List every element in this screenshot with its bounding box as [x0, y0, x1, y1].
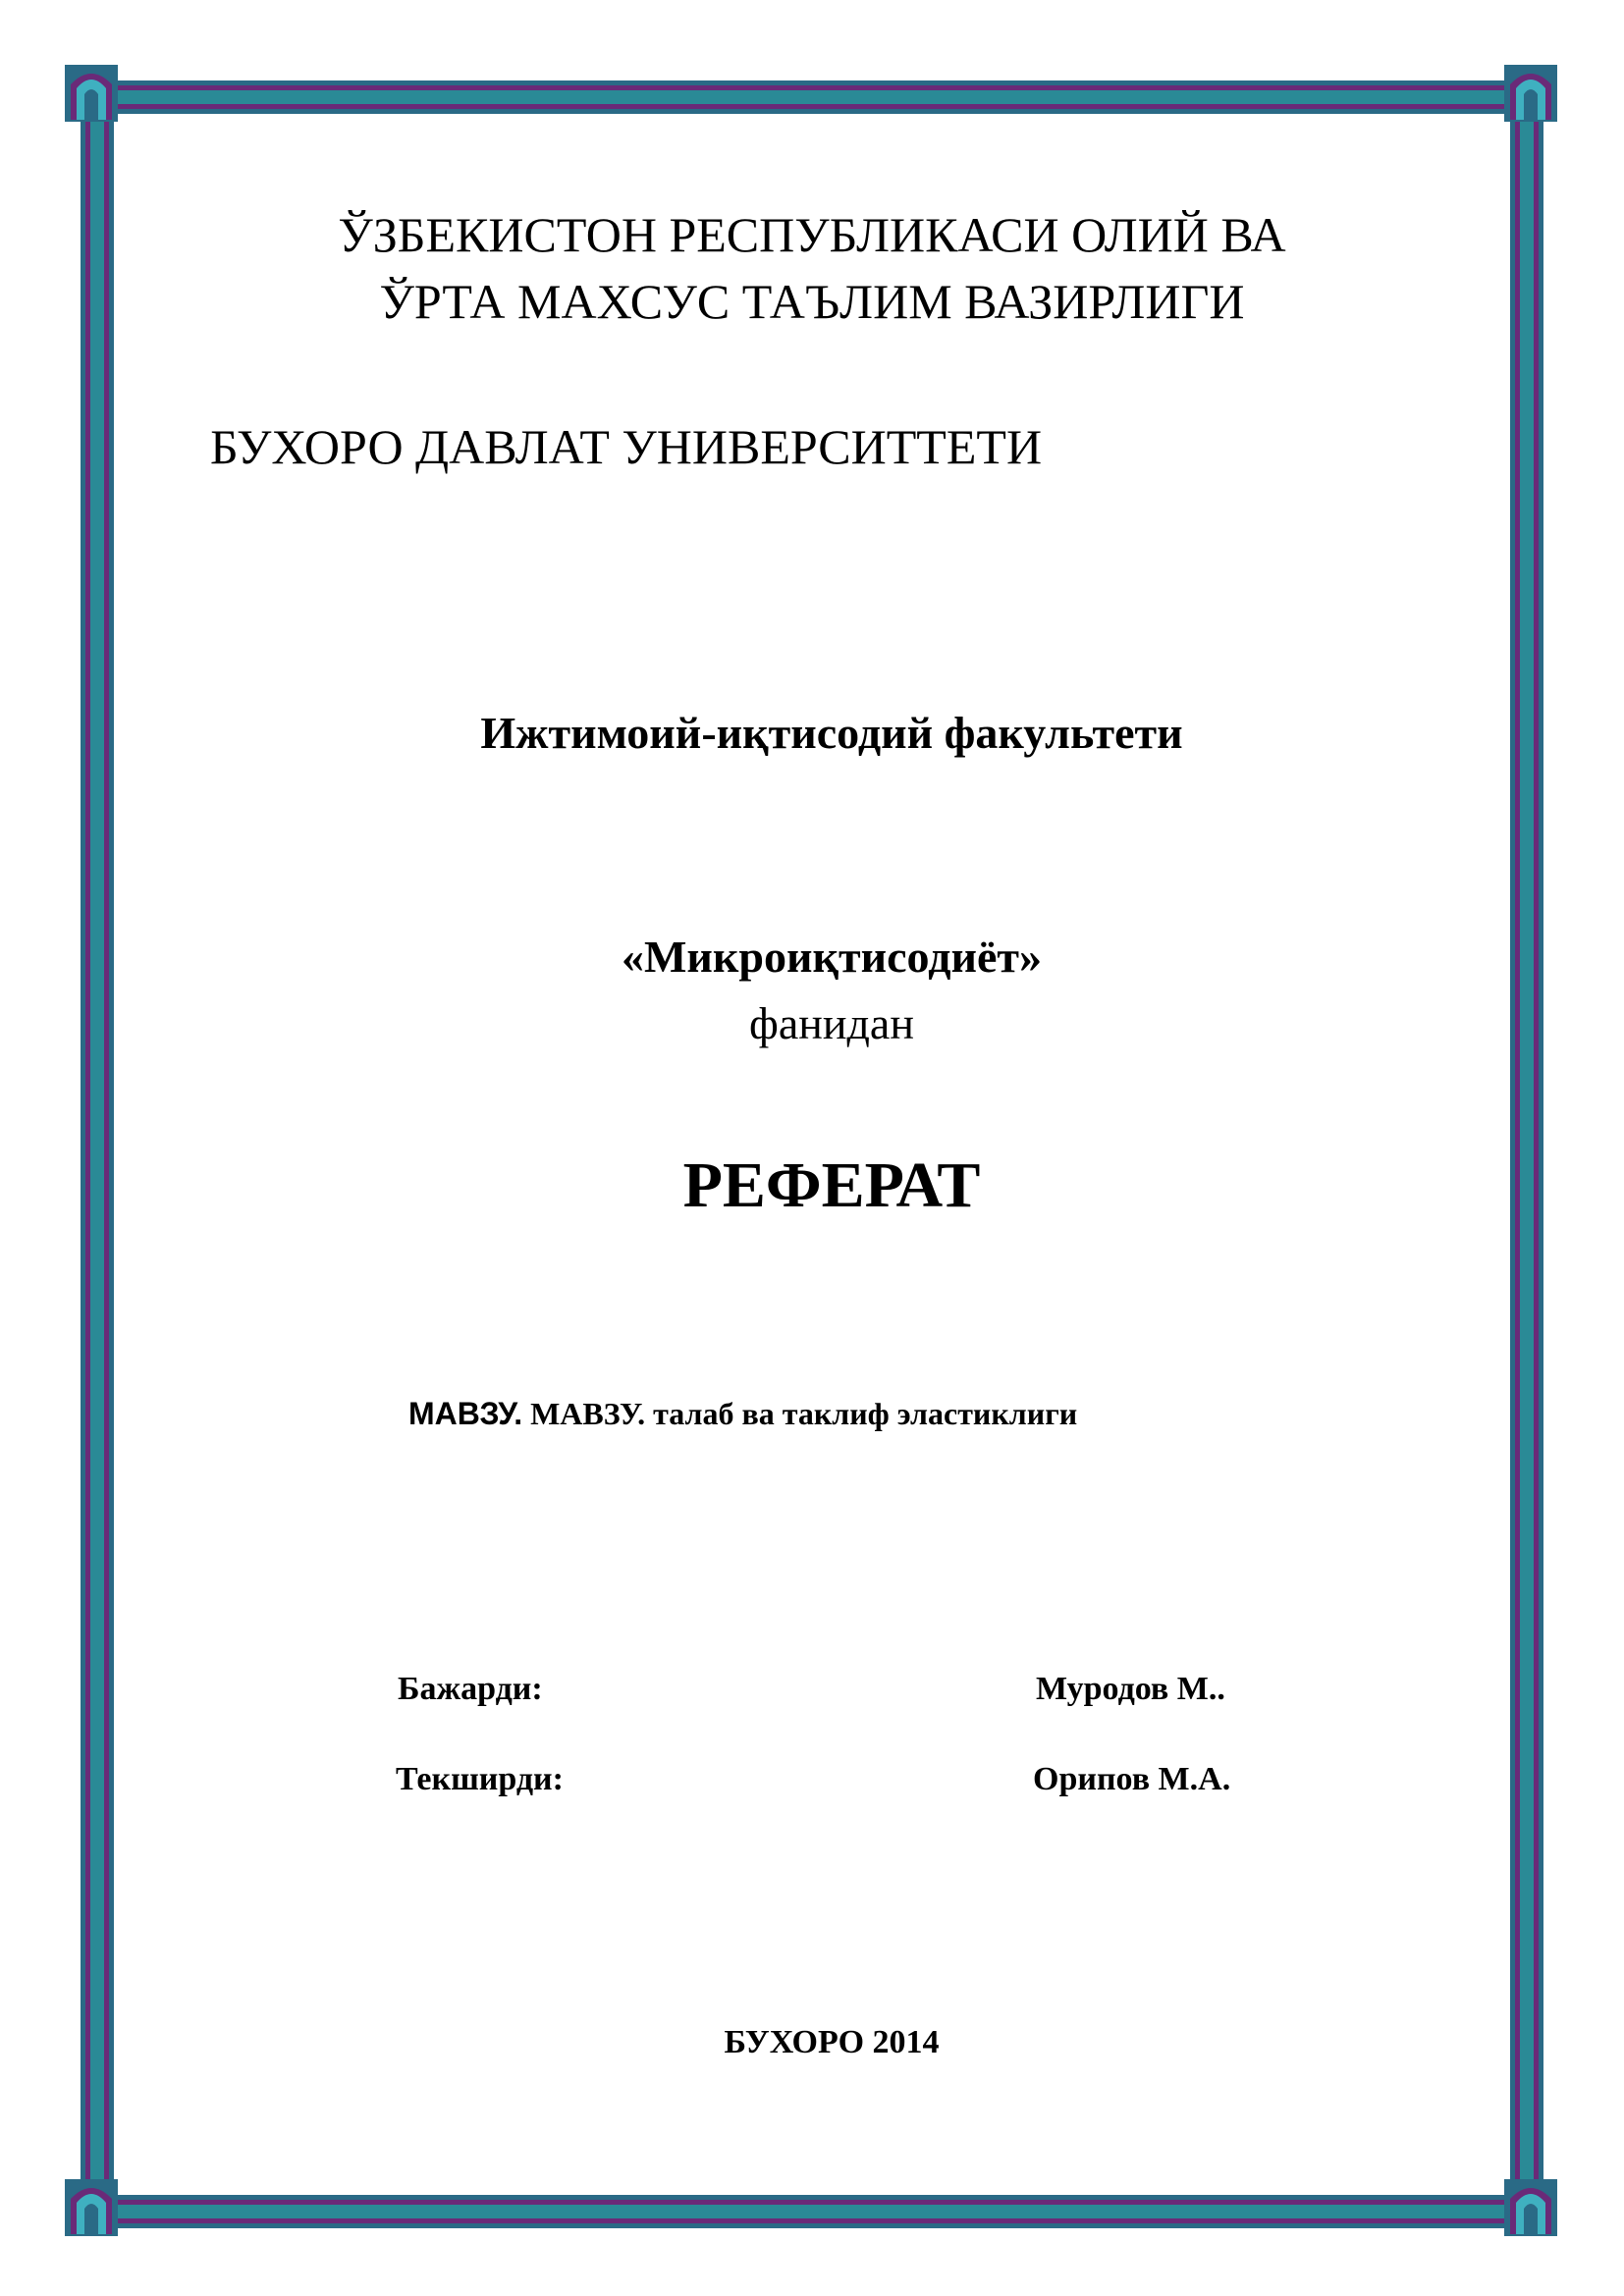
border-bottom [69, 2195, 1555, 2228]
corner-ornament-icon [63, 2177, 120, 2238]
border-right [1510, 69, 1543, 2224]
performer-name: Муродов М.. [1036, 1671, 1225, 1707]
subject-name: «Микроиқтисодиёт» [622, 932, 1042, 982]
reviewer-name: Орипов М.А. [1033, 1761, 1231, 1797]
faculty-name: Ижтимоий-иқтисодий факультети [480, 708, 1183, 758]
corner-ornament-icon [1502, 2177, 1559, 2238]
corner-ornament-icon [1502, 63, 1559, 124]
ministry-line-2: ЎРТА МАХСУС ТАЪЛИМ ВАЗИРЛИГИ [379, 274, 1245, 329]
subject-suffix: фанидан [749, 998, 914, 1048]
border-left [81, 69, 114, 2224]
ministry-title [0, 201, 1624, 335]
reviewer-label: Текширди: [396, 1761, 564, 1797]
university-name: БУХОРО ДАВЛАТ УНИВЕРСИТТЕТИ [210, 419, 1043, 474]
document-type: РЕФЕРАТ [682, 1149, 981, 1221]
topic-label: МАВЗУ. [408, 1396, 523, 1431]
performer-label: Бажарди: [398, 1671, 543, 1707]
border-top [69, 80, 1555, 114]
topic-line [408, 1396, 1077, 1432]
corner-ornament-icon [63, 63, 120, 124]
city-year: БУХОРО 2014 [724, 2024, 940, 2060]
ministry-line-1: ЎЗБЕКИСТОН РЕСПУБЛИКАСИ ОЛИЙ ВА [338, 207, 1286, 262]
topic-text: МАВЗУ. талаб ва таклиф эластиклиги [530, 1396, 1078, 1431]
